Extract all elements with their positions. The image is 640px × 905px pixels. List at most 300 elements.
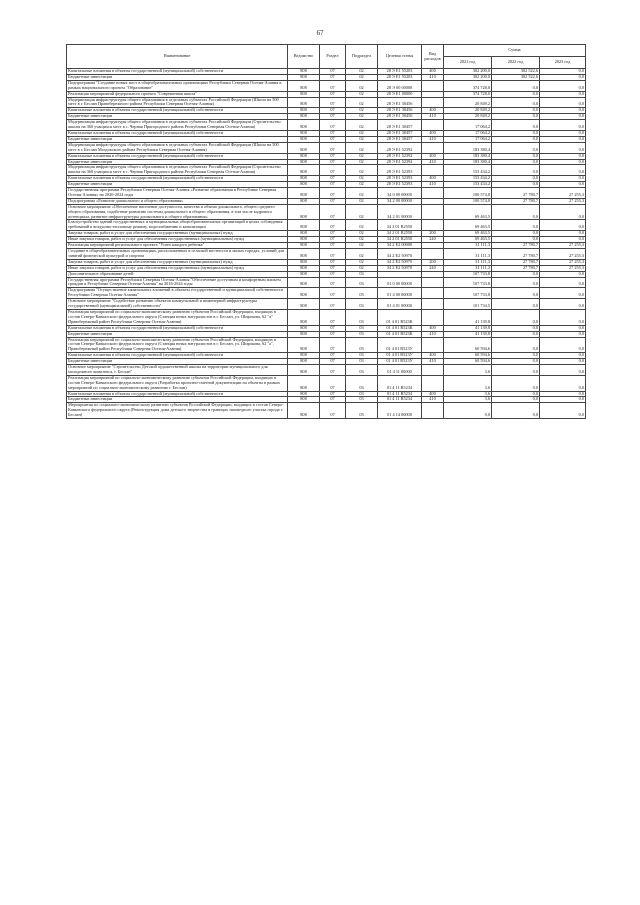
row-podrazdel: 03	[346, 309, 378, 325]
row-sum-2022: 0,0	[492, 182, 540, 188]
row-podrazdel: 02	[346, 198, 378, 204]
row-target-article: 01 4 11 R5234	[378, 397, 422, 403]
row-vedomstvo: 808	[288, 165, 320, 176]
row-sum-2022: 0,0	[492, 80, 540, 91]
row-sum-2022: 27 780,7	[492, 249, 540, 260]
row-target-article: 01 4 00 00000	[378, 288, 422, 299]
row-expense-type	[422, 375, 444, 391]
row-sum-2023: 0,0	[540, 182, 586, 188]
row-sum-2021: 302 200,0	[444, 69, 492, 75]
row-sum-2022: 0,0	[492, 403, 540, 419]
row-sum-2023: 0,0	[540, 165, 586, 176]
row-vedomstvo: 808	[288, 97, 320, 108]
row-target-article: 01 4 01 00000	[378, 299, 422, 310]
row-sum-2022: 27 780,7	[492, 188, 540, 199]
row-razdel: 07	[320, 80, 346, 91]
row-target-article: 28 Э E1 30456	[378, 108, 422, 114]
row-podrazdel: 02	[346, 97, 378, 108]
row-sum-2022: 0,0	[492, 375, 540, 391]
table-body	[67, 69, 586, 419]
table-header	[67, 45, 586, 69]
row-target-article: 34 0 00 00000	[378, 188, 422, 199]
row-razdel: 07	[320, 204, 346, 220]
row-razdel: 07	[320, 353, 346, 359]
row-razdel: 07	[320, 153, 346, 159]
row-vedomstvo: 808	[288, 237, 320, 243]
row-razdel: 07	[320, 331, 346, 337]
row-razdel: 07	[320, 188, 346, 199]
row-sum-2021: 20 849,2	[444, 114, 492, 120]
row-sum-2021: 3,6	[444, 375, 492, 391]
row-sum-2021: 302 200,0	[444, 74, 492, 80]
row-name: Реализация мероприятий федерального проекта "Современная школа"	[67, 91, 288, 97]
row-name: Бюджетные инвестиции	[67, 182, 288, 188]
row-sum-2023: 0,0	[540, 237, 586, 243]
row-sum-2022: 0,0	[492, 231, 540, 237]
row-expense-type: 410	[422, 136, 444, 142]
row-expense-type: 240	[422, 237, 444, 243]
row-name: Капитальные вложения в объекты государственной (муниципальной) собственности	[67, 353, 288, 359]
row-sum-2021: 31 111,3	[444, 249, 492, 260]
row-podrazdel: 03	[346, 391, 378, 397]
row-podrazdel: 03	[346, 299, 378, 310]
row-target-article: 01 0 00 00000	[378, 277, 422, 288]
row-razdel: 07	[320, 136, 346, 142]
row-sum-2022: 0,0	[492, 120, 540, 131]
row-sum-2022: 0,0	[492, 309, 540, 325]
row-target-article: 34 2 E2 50970	[378, 259, 422, 265]
row-target-article: 01 4 11 00000	[378, 365, 422, 376]
row-podrazdel: 02	[346, 237, 378, 243]
row-name: Модернизация инфраструктуры общего образования в отдельных субъектах Российской Федерации (Строительство школы на 360 учащихся мест в с. Черная Пригородного района Республики Северная Осетия-Алания)	[67, 120, 288, 131]
row-sum-2023: 0,0	[540, 231, 586, 237]
row-expense-type	[422, 204, 444, 220]
row-sum-2021: 41 139,8	[444, 309, 492, 325]
row-podrazdel: 02	[346, 182, 378, 188]
row-sum-2021: 41 139,8	[444, 331, 492, 337]
row-razdel: 07	[320, 130, 346, 136]
row-sum-2023: 0,0	[540, 397, 586, 403]
row-name: Модернизация инфраструктуры общего образования в отдельных субъектах Российской Федерации (Школа на 500 мест в г. Беслан Моздокского района Республики Северная Осетия-Алания)	[67, 142, 288, 153]
row-vedomstvo: 808	[288, 130, 320, 136]
row-sum-2021: 183 380,4	[444, 142, 492, 153]
row-sum-2021: 69 463,5	[444, 237, 492, 243]
row-vedomstvo: 808	[288, 391, 320, 397]
row-sum-2021: 153 434,2	[444, 176, 492, 182]
row-podrazdel: 03	[346, 403, 378, 419]
row-sum-2022: 0,0	[492, 108, 540, 114]
row-podrazdel: 02	[346, 176, 378, 182]
row-target-article: 28 Э E1 30456	[378, 97, 422, 108]
row-target-article: 28 Э E1 52393	[378, 176, 422, 182]
row-target-article: 34 2 01 R2550	[378, 237, 422, 243]
row-vedomstvo: 808	[288, 259, 320, 265]
table-row	[67, 97, 586, 108]
row-sum-2022: 0,0	[492, 142, 540, 153]
row-sum-2021: 20 849,2	[444, 97, 492, 108]
row-target-article: 34 2 01 00000	[378, 204, 422, 220]
row-podrazdel: 02	[346, 231, 378, 237]
row-razdel: 07	[320, 271, 346, 277]
row-razdel: 07	[320, 220, 346, 231]
header-target-article: Целевая статья	[378, 45, 422, 69]
row-sum-2022: 27 780,7	[492, 243, 540, 249]
row-sum-2022: 302 522,6	[492, 69, 540, 75]
row-name: Реализация мероприятий по социально-экономическому развитию субъектов Российской Федерации, входящих в состав Северо-Кавказского федерального округа (Разработка проектно-сметной документации на объекты в рамках мероприятий по социально-экономическому развитию г. Беслан)	[67, 375, 288, 391]
row-sum-2022: 0,0	[492, 114, 540, 120]
header-year-2022: 2022 год	[492, 57, 540, 69]
row-podrazdel: 02	[346, 142, 378, 153]
row-podrazdel: 02	[346, 159, 378, 165]
row-sum-2021: 60 594,6	[444, 353, 492, 359]
row-sum-2022: 0,0	[492, 159, 540, 165]
row-razdel: 07	[320, 359, 346, 365]
row-vedomstvo: 808	[288, 288, 320, 299]
row-vedomstvo: 808	[288, 120, 320, 131]
row-name: Иные закупки товаров, работ и услуг для обеспечения государственных (муниципальных) нужд	[67, 237, 288, 243]
row-expense-type: 410	[422, 397, 444, 403]
row-target-article: 34 2 E2 00000	[378, 243, 422, 249]
row-podrazdel: 03	[346, 271, 378, 277]
row-razdel: 07	[320, 403, 346, 419]
row-sum-2022: 0,0	[492, 397, 540, 403]
table-row	[67, 142, 586, 153]
row-vedomstvo: 808	[288, 365, 320, 376]
row-vedomstvo: 808	[288, 91, 320, 97]
row-sum-2023: 27 255,3	[540, 249, 586, 260]
row-name: Подпрограмма «Развитие дошкольного и общего образования»	[67, 198, 288, 204]
row-name: Модернизация инфраструктуры общего образования в отдельных субъектах Российской Федерации (Строительство школы на 360 учащихся мест в с. Черная Пригородного района Республики Северная Осетия-Алания)	[67, 165, 288, 176]
row-vedomstvo: 808	[288, 277, 320, 288]
row-sum-2021: 374 728,0	[444, 80, 492, 91]
row-sum-2023: 0,0	[540, 353, 586, 359]
row-expense-type: 410	[422, 182, 444, 188]
row-sum-2022: 0,0	[492, 337, 540, 353]
row-sum-2023: 0,0	[540, 337, 586, 353]
row-expense-type: 400	[422, 153, 444, 159]
row-name: Капитальные вложения в объекты государственной (муниципальной) собственности	[67, 69, 288, 75]
row-name: Бюджетные инвестиции	[67, 159, 288, 165]
row-name: Бюджетные инвестиции	[67, 359, 288, 365]
row-target-article: 28 Э E1 52392	[378, 159, 422, 165]
row-expense-type: 410	[422, 331, 444, 337]
table-row	[67, 288, 586, 299]
row-podrazdel: 03	[346, 365, 378, 376]
row-vedomstvo: 808	[288, 182, 320, 188]
row-name: Бюджетные инвестиции	[67, 74, 288, 80]
header-vedomstvo: Ведомство	[288, 45, 320, 69]
row-podrazdel: 02	[346, 91, 378, 97]
row-razdel: 07	[320, 69, 346, 75]
row-razdel: 07	[320, 325, 346, 331]
row-expense-type	[422, 120, 444, 131]
row-sum-2022: 27 780,7	[492, 198, 540, 204]
row-sum-2021: 17 064,2	[444, 136, 492, 142]
row-podrazdel: 02	[346, 130, 378, 136]
table-row	[67, 220, 586, 231]
row-expense-type	[422, 220, 444, 231]
table-row	[67, 277, 586, 288]
row-sum-2022: 0,0	[492, 331, 540, 337]
row-razdel: 07	[320, 97, 346, 108]
row-razdel: 07	[320, 108, 346, 114]
row-target-article: 01 4 14 00000	[378, 403, 422, 419]
row-sum-2023: 27 255,3	[540, 265, 586, 271]
row-target-article: 01 4 01 R523У	[378, 353, 422, 359]
row-razdel: 07	[320, 165, 346, 176]
row-vedomstvo: 808	[288, 359, 320, 365]
row-name: Капитальные вложения в объекты государственной (муниципальной) собственности	[67, 176, 288, 182]
row-name: Основное мероприятие "Содействие развитию объектов коммунальной и инженерной инфраструктуры государственной (муниципальной) собственности"	[67, 299, 288, 310]
table-row	[67, 309, 586, 325]
row-sum-2021: 69 463,5	[444, 204, 492, 220]
row-sum-2023: 0,0	[540, 325, 586, 331]
row-sum-2022: 0,0	[492, 325, 540, 331]
row-sum-2021: 20 849,2	[444, 108, 492, 114]
row-sum-2021: 69 463,5	[444, 220, 492, 231]
row-sum-2023: 0,0	[540, 97, 586, 108]
header-sum: Сумма	[444, 45, 586, 57]
row-expense-type: 400	[422, 176, 444, 182]
row-target-article: 28 Э E1 30457	[378, 130, 422, 136]
header-year-2023: 2023 год	[540, 57, 586, 69]
row-name: Мероприятия по социально-экономическому развитию субъектов Российской Федерации, входящих в состав Северо-Кавказского федерального округа (Реконструкция дома детского творчества в границах заповедного участка города г. Беслан)	[67, 403, 288, 419]
row-sum-2022: 0,0	[492, 391, 540, 397]
row-razdel: 07	[320, 299, 346, 310]
row-vedomstvo: 808	[288, 325, 320, 331]
row-sum-2021: 107 733,8	[444, 277, 492, 288]
row-target-article: 34 2 01 R2550	[378, 220, 422, 231]
row-name: Государственная программа Республики Северная Осетия-Алания "Обеспечение доступным и комфортным жильем граждан в Республике Северная Осетия-Алания" на 2016-2024 годы	[67, 277, 288, 288]
row-expense-type: 400	[422, 391, 444, 397]
row-expense-type	[422, 309, 444, 325]
row-sum-2023: 0,0	[540, 331, 586, 337]
row-name: Капитальные вложения в объекты государственной (муниципальной) собственности	[67, 108, 288, 114]
row-podrazdel: 02	[346, 108, 378, 114]
row-sum-2021: 17 064,2	[444, 130, 492, 136]
row-target-article: 28 Э E1 00000	[378, 91, 422, 97]
row-razdel: 07	[320, 397, 346, 403]
row-name: Благоустройство зданий государственных и муниципальных общеобразовательных организаций в целях соблюдения требований к воздушно-тепловому режиму, водоснабжению и канализации	[67, 220, 288, 231]
row-podrazdel: 03	[346, 397, 378, 403]
row-target-article: 01 4 01 R523У	[378, 359, 422, 365]
row-vedomstvo: 808	[288, 159, 320, 165]
row-expense-type	[422, 142, 444, 153]
row-sum-2023: 27 255,3	[540, 198, 586, 204]
row-name: Основное мероприятие «Обеспечение население доступности, качества и объема дошкольного, общего среднего общего образования, содействие развитию системы дошкольного и общего образования, в том числе кадрового потенциала, развитие инфраструктуры дошкольного и общего образования»	[67, 204, 288, 220]
row-podrazdel: 03	[346, 337, 378, 353]
row-vedomstvo: 808	[288, 403, 320, 419]
row-target-article: 28 Э E1 30457	[378, 120, 422, 131]
row-expense-type: 200	[422, 231, 444, 237]
row-sum-2021: 100 574,8	[444, 188, 492, 199]
row-expense-type: 400	[422, 108, 444, 114]
header-podrazdel: Подраздел	[346, 45, 378, 69]
row-razdel: 07	[320, 114, 346, 120]
row-sum-2022: 27 780,7	[492, 259, 540, 265]
row-sum-2023: 0,0	[540, 142, 586, 153]
row-podrazdel: 02	[346, 243, 378, 249]
row-razdel: 07	[320, 259, 346, 265]
row-sum-2021: 101 734,5	[444, 299, 492, 310]
row-sum-2023: 0,0	[540, 309, 586, 325]
row-expense-type: 400	[422, 130, 444, 136]
row-vedomstvo: 808	[288, 176, 320, 182]
row-vedomstvo: 808	[288, 243, 320, 249]
row-vedomstvo: 808	[288, 188, 320, 199]
table-row	[67, 365, 586, 376]
row-sum-2023: 0,0	[540, 204, 586, 220]
row-razdel: 07	[320, 74, 346, 80]
row-podrazdel: 02	[346, 136, 378, 142]
row-sum-2021: 60 594,6	[444, 359, 492, 365]
row-vedomstvo: 808	[288, 331, 320, 337]
row-sum-2021: 31 111,3	[444, 265, 492, 271]
row-vedomstvo: 808	[288, 309, 320, 325]
row-razdel: 07	[320, 375, 346, 391]
row-razdel: 07	[320, 391, 346, 397]
row-podrazdel: 03	[346, 375, 378, 391]
row-razdel: 07	[320, 237, 346, 243]
row-sum-2023: 0,0	[540, 271, 586, 277]
row-razdel: 07	[320, 176, 346, 182]
row-sum-2022: 0,0	[492, 277, 540, 288]
table-row	[67, 375, 586, 391]
row-sum-2022: 0,0	[492, 130, 540, 136]
row-name: Капитальные вложения в объекты государственной (муниципальной) собственности	[67, 153, 288, 159]
row-sum-2022: 0,0	[492, 165, 540, 176]
header-name: Наименование	[67, 45, 288, 69]
row-target-article: 28 Э E1 30457	[378, 136, 422, 142]
row-name: Бюджетные инвестиции	[67, 331, 288, 337]
row-razdel: 07	[320, 231, 346, 237]
row-podrazdel: 03	[346, 331, 378, 337]
row-razdel: 07	[320, 243, 346, 249]
row-sum-2021: 153 434,2	[444, 182, 492, 188]
row-sum-2021: 107 733,8	[444, 288, 492, 299]
table-row	[67, 204, 586, 220]
row-podrazdel: 02	[346, 259, 378, 265]
row-expense-type	[422, 288, 444, 299]
row-sum-2023: 0,0	[540, 120, 586, 131]
row-podrazdel: 02	[346, 69, 378, 75]
row-razdel: 07	[320, 182, 346, 188]
row-sum-2021: 3,6	[444, 365, 492, 376]
row-name: Бюджетные инвестиции	[67, 397, 288, 403]
row-name: Бюджетные инвестиции	[67, 136, 288, 142]
row-sum-2022: 302 522,6	[492, 74, 540, 80]
table-row	[67, 337, 586, 353]
row-podrazdel: 02	[346, 114, 378, 120]
row-podrazdel: 02	[346, 153, 378, 159]
row-expense-type	[422, 80, 444, 91]
row-target-article: 28 Э E1 55203	[378, 74, 422, 80]
row-vedomstvo: 808	[288, 153, 320, 159]
row-sum-2023: 0,0	[540, 74, 586, 80]
row-expense-type	[422, 299, 444, 310]
row-name: Капитальные вложения в объекты государственной (муниципальной) собственности	[67, 391, 288, 397]
row-razdel: 07	[320, 120, 346, 131]
row-sum-2023: 0,0	[540, 159, 586, 165]
row-sum-2023: 0,0	[540, 176, 586, 182]
row-sum-2021: 31 111,3	[444, 243, 492, 249]
row-podrazdel: 02	[346, 204, 378, 220]
row-sum-2023: 0,0	[540, 375, 586, 391]
row-razdel: 07	[320, 159, 346, 165]
row-sum-2022: 0,0	[492, 237, 540, 243]
row-razdel: 07	[320, 249, 346, 260]
row-target-article: 28 Э E1 52393	[378, 165, 422, 176]
row-sum-2021: 100 574,8	[444, 198, 492, 204]
row-expense-type	[422, 249, 444, 260]
row-sum-2022: 0,0	[492, 97, 540, 108]
row-sum-2023: 27 255,3	[540, 188, 586, 199]
row-podrazdel: 02	[346, 249, 378, 260]
row-vedomstvo: 808	[288, 220, 320, 231]
row-sum-2021: 41 139,8	[444, 325, 492, 331]
row-podrazdel: 03	[346, 353, 378, 359]
table-row	[67, 165, 586, 176]
row-sum-2023: 27 255,3	[540, 243, 586, 249]
row-name: Бюджетные инвестиции	[67, 114, 288, 120]
row-name: Капитальные вложения в объекты государственной (муниципальной) собственности	[67, 325, 288, 331]
row-podrazdel: 02	[346, 80, 378, 91]
row-sum-2023: 0,0	[540, 69, 586, 75]
row-name: Создание в общеобразовательных организациях, расположенных в сельской местности и малых городах, условий для занятий физической культурой и спортом	[67, 249, 288, 260]
row-target-article: 01 4 01 R523К	[378, 331, 422, 337]
row-sum-2022: 0,0	[492, 288, 540, 299]
row-sum-2022: 0,0	[492, 204, 540, 220]
row-name: Модернизация инфраструктуры общего образования в отдельных субъектах Российской Федерации (Школа на 500 мест в г. Беслан Правобережного района Республики Северная Осетия-Алания)	[67, 97, 288, 108]
row-expense-type: 410	[422, 159, 444, 165]
row-target-article: 01 4 11 R5234	[378, 391, 422, 397]
row-razdel: 07	[320, 365, 346, 376]
row-vedomstvo: 808	[288, 299, 320, 310]
row-sum-2022: 0,0	[492, 176, 540, 182]
row-sum-2022: 0,0	[492, 136, 540, 142]
row-name: Подпрограмма "Осуществление капитальных вложений в объекты государственной и муниципальной собственности Республики Северная Осетия-Алания"	[67, 288, 288, 299]
row-sum-2023: 0,0	[540, 130, 586, 136]
row-podrazdel: 02	[346, 120, 378, 131]
row-sum-2022: 0,0	[492, 365, 540, 376]
row-podrazdel: 03	[346, 359, 378, 365]
row-expense-type: 400	[422, 353, 444, 359]
row-razdel: 07	[320, 288, 346, 299]
row-name: Закупка товаров, работ и услуг для обеспечения государственных (муниципальных) нужд	[67, 231, 288, 237]
row-expense-type	[422, 337, 444, 353]
header-year-2021: 2021 год	[444, 57, 492, 69]
row-sum-2023: 0,0	[540, 80, 586, 91]
row-sum-2023: 0,0	[540, 136, 586, 142]
row-podrazdel: 03	[346, 277, 378, 288]
row-sum-2021: 183 380,4	[444, 159, 492, 165]
page-number: 67	[316, 29, 324, 37]
row-sum-2021: 17 064,2	[444, 120, 492, 131]
row-sum-2021: 183 380,4	[444, 153, 492, 159]
row-vedomstvo: 808	[288, 337, 320, 353]
row-target-article: 28 Э E1 52392	[378, 153, 422, 159]
row-expense-type	[422, 277, 444, 288]
row-target-article: 28 Э E1 52392	[378, 142, 422, 153]
row-vedomstvo: 808	[288, 265, 320, 271]
row-expense-type	[422, 97, 444, 108]
header-expense-type: Вид расходов	[422, 45, 444, 69]
table-row	[67, 299, 586, 310]
row-vedomstvo: 808	[288, 108, 320, 114]
row-target-article: 34 2 E2 50970	[378, 249, 422, 260]
row-razdel: 07	[320, 91, 346, 97]
row-podrazdel: 03	[346, 325, 378, 331]
